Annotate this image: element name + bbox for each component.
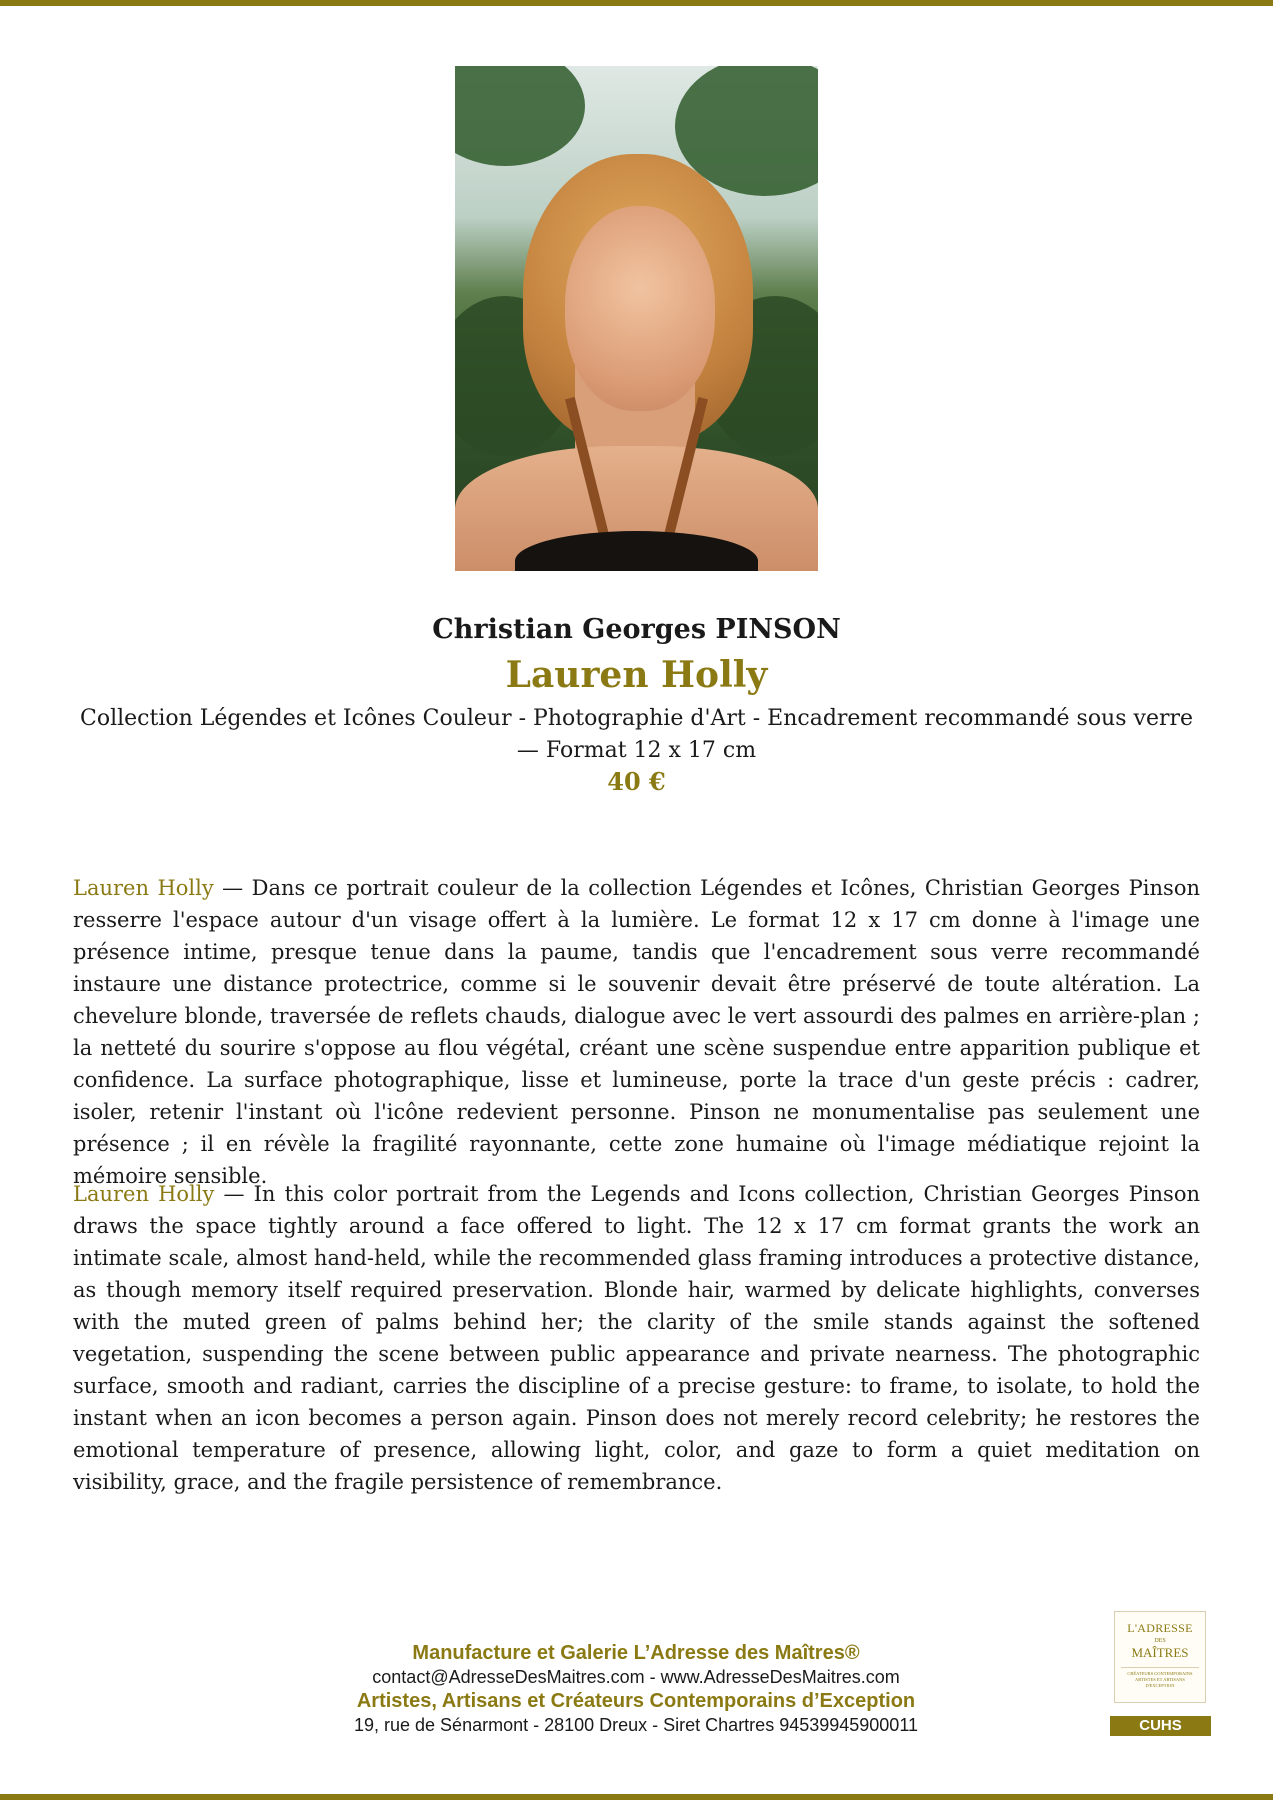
artist-name: Christian Georges PINSON bbox=[432, 614, 841, 645]
face-shape bbox=[565, 206, 715, 411]
logo-line-3: MAÎTRES bbox=[1131, 1645, 1189, 1660]
description-fr bbox=[73, 872, 1200, 1192]
footer-address: 19, rue de Sénarmont - 28100 Dreux - Siret Chartres 94539945900011 bbox=[353, 1715, 919, 1735]
top-rule bbox=[0, 0, 1273, 6]
footer-contact: contact@AdresseDesMaitres.com - www.AdresseDesMaitres.com bbox=[372, 1667, 900, 1687]
footer bbox=[236, 1641, 1036, 1737]
artwork-price: 40 € bbox=[607, 767, 666, 796]
logo-line-1: L'ADRESSE bbox=[1127, 1621, 1193, 1635]
portrait-photo bbox=[455, 66, 818, 571]
description-en-lead: Lauren Holly bbox=[73, 1182, 215, 1206]
logo-line-2: DES bbox=[1154, 1638, 1166, 1644]
description-fr-lead: Lauren Holly bbox=[73, 876, 214, 900]
description-en-text: — In this color portrait from the Legends and Icons collection, Christian Georges Pinson draws the space tightly around a face offered to light. The 12 x 17 cm format grants the work an intimate scale, almost hand-held, while the recommended glass framing introduces a protective distance, as though memory itself required preservation. Blonde hair, warmed by delicate highlights, converses with the muted green of palms behind her; the clarity of the smile stands against the softened vegetation, suspending the scene between public appearance and private nearness. The photographic surface, smooth and radiant, carries the discipline of a precise gesture: to frame, to isolate, to hold the instant when an icon becomes a person again. Pinson does not merely record celebrity; he restores the emotional temperature of presence, allowing light, color, and gaze to form a quiet meditation on visibility, grace, and the fragile persistence of remembrance. bbox=[73, 1182, 1200, 1494]
artwork-subtitle: Collection Légendes et Icônes Couleur - Photographie d'Art - Encadrement recommandé sous verre — Format 12 x 17 cm bbox=[79, 706, 1194, 763]
artwork-title: Lauren Holly bbox=[505, 654, 768, 696]
bottom-rule bbox=[0, 1794, 1273, 1800]
cuhs-badge: CUHS bbox=[1110, 1716, 1211, 1736]
description-en bbox=[73, 1178, 1200, 1498]
footer-gallery: Manufacture et Galerie L’Adresse des Maîtres® bbox=[412, 1642, 860, 1664]
description-fr-text: — Dans ce portrait couleur de la collection Légendes et Icônes, Christian Georges Pinson resserre l'espace autour d'un visage offert à la lumière. Le format 12 x 17 cm donne à l'image une présence intime, presque tenue dans la paume, tandis que l'encadrement sous verre recommandé instaure une distance protectrice, comme si le souvenir devait être préservé de toute altération. La chevelure blonde, traversée de reflets chauds, dialogue avec le vert assourdi des palmes en arrière-plan ; la netteté du sourire s'oppose au flou végétal, créant une scène suspendue entre apparition publique et confidence. La surface photographique, lisse et lumineuse, porte la trace d'un geste précis : cadrer, isoler, retenir l'instant où l'icône redevient personne. Pinson ne monumentalise pas seulement une présence ; il en révèle la fragilité rayonnante, cette zone humaine où l'image médiatique rejoint la mémoire sensible. bbox=[73, 876, 1200, 1188]
palm-foliage bbox=[455, 66, 585, 166]
logo-line-4: CRÉATEURS CONTEMPORAINS ARTISTES ET ARTISANS D'EXCEPTION bbox=[1121, 1667, 1199, 1689]
footer-tagline: Artistes, Artisans et Créateurs Contemporains d’Exception bbox=[356, 1690, 916, 1712]
gallery-logo bbox=[1114, 1611, 1206, 1703]
